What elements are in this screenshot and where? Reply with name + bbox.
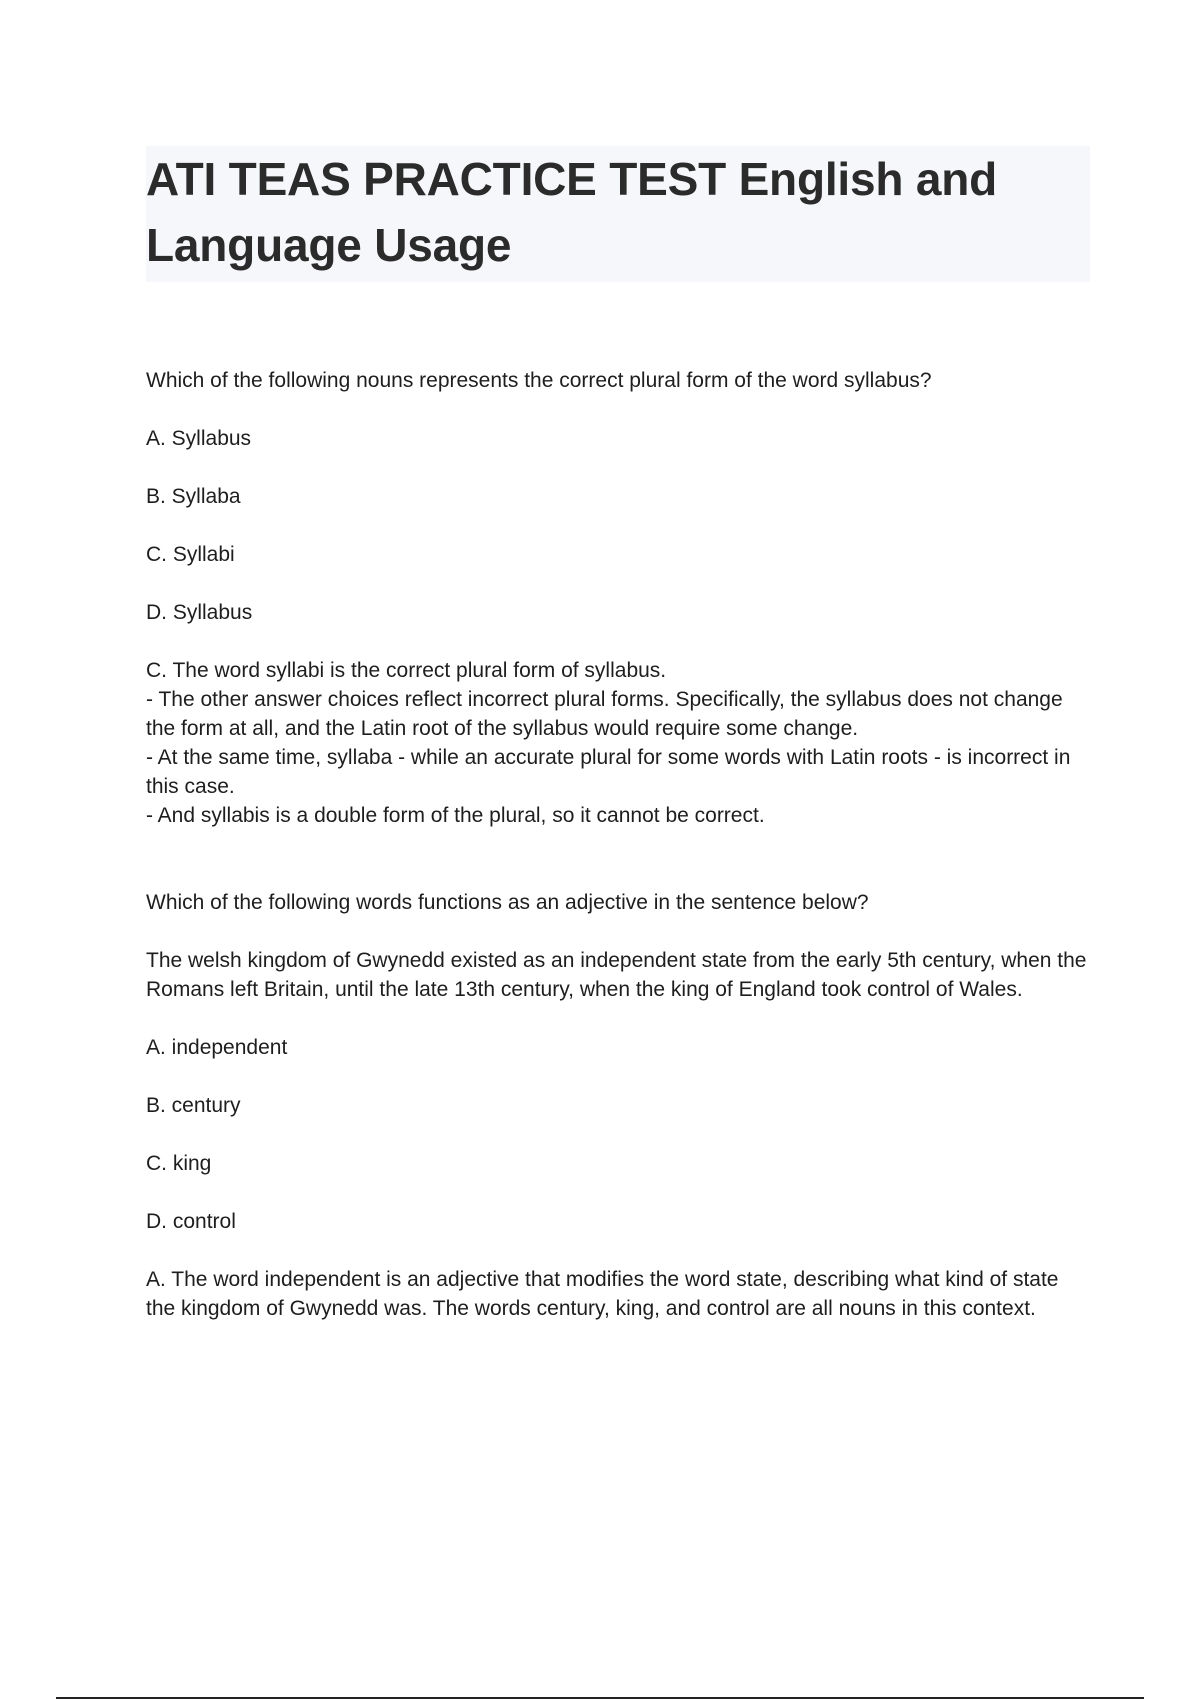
title-block bbox=[146, 146, 1090, 282]
explanation-line: - At the same time, syllaba - while an accurate plural for some words with Latin roots - is incorrect in this case. bbox=[146, 746, 1071, 798]
question-text: Which of the following nouns represents the correct plural form of the word syllabus? bbox=[146, 369, 932, 392]
answer-option: B. century bbox=[146, 1094, 241, 1117]
answer-option: D. Syllabus bbox=[146, 601, 253, 624]
document-title: ATI TEAS PRACTICE TEST English and Language Usage bbox=[146, 153, 998, 271]
question-block-2 bbox=[146, 888, 1090, 1323]
document-body bbox=[146, 366, 1090, 1323]
answer-option: D. control bbox=[146, 1210, 236, 1233]
answer-option: A. independent bbox=[146, 1036, 288, 1059]
answer-option: C. king bbox=[146, 1152, 212, 1175]
question-text: Which of the following words functions as an adjective in the sentence below? bbox=[146, 891, 869, 914]
answer-explanation bbox=[146, 1265, 1090, 1323]
section-spacer bbox=[146, 830, 1090, 888]
answer-option: B. Syllaba bbox=[146, 485, 241, 508]
question-passage: The welsh kingdom of Gwynedd existed as an independent state from the early 5th century, when the Romans left Britain, until the late 13th century, when the king of England took control of Wales. bbox=[146, 949, 1087, 1001]
answer-option: A. Syllabus bbox=[146, 427, 252, 450]
page-divider bbox=[56, 1697, 1144, 1699]
answer-option: C. Syllabi bbox=[146, 543, 235, 566]
explanation-line: C. The word syllabi is the correct plural form of syllabus. bbox=[146, 659, 667, 682]
question-block-1 bbox=[146, 366, 1090, 830]
explanation-line: - And syllabis is a double form of the plural, so it cannot be correct. bbox=[146, 804, 765, 827]
answer-explanation bbox=[146, 656, 1090, 830]
explanation-line: A. The word independent is an adjective that modifies the word state, describing what kind of state the kingdom of Gwynedd was. The words century, king, and control are all nouns in this context. bbox=[146, 1268, 1059, 1320]
explanation-line: - The other answer choices reflect incorrect plural forms. Specifically, the syllabus does not change the form at all, and the Latin root of the syllabus would require some change. bbox=[146, 688, 1063, 740]
